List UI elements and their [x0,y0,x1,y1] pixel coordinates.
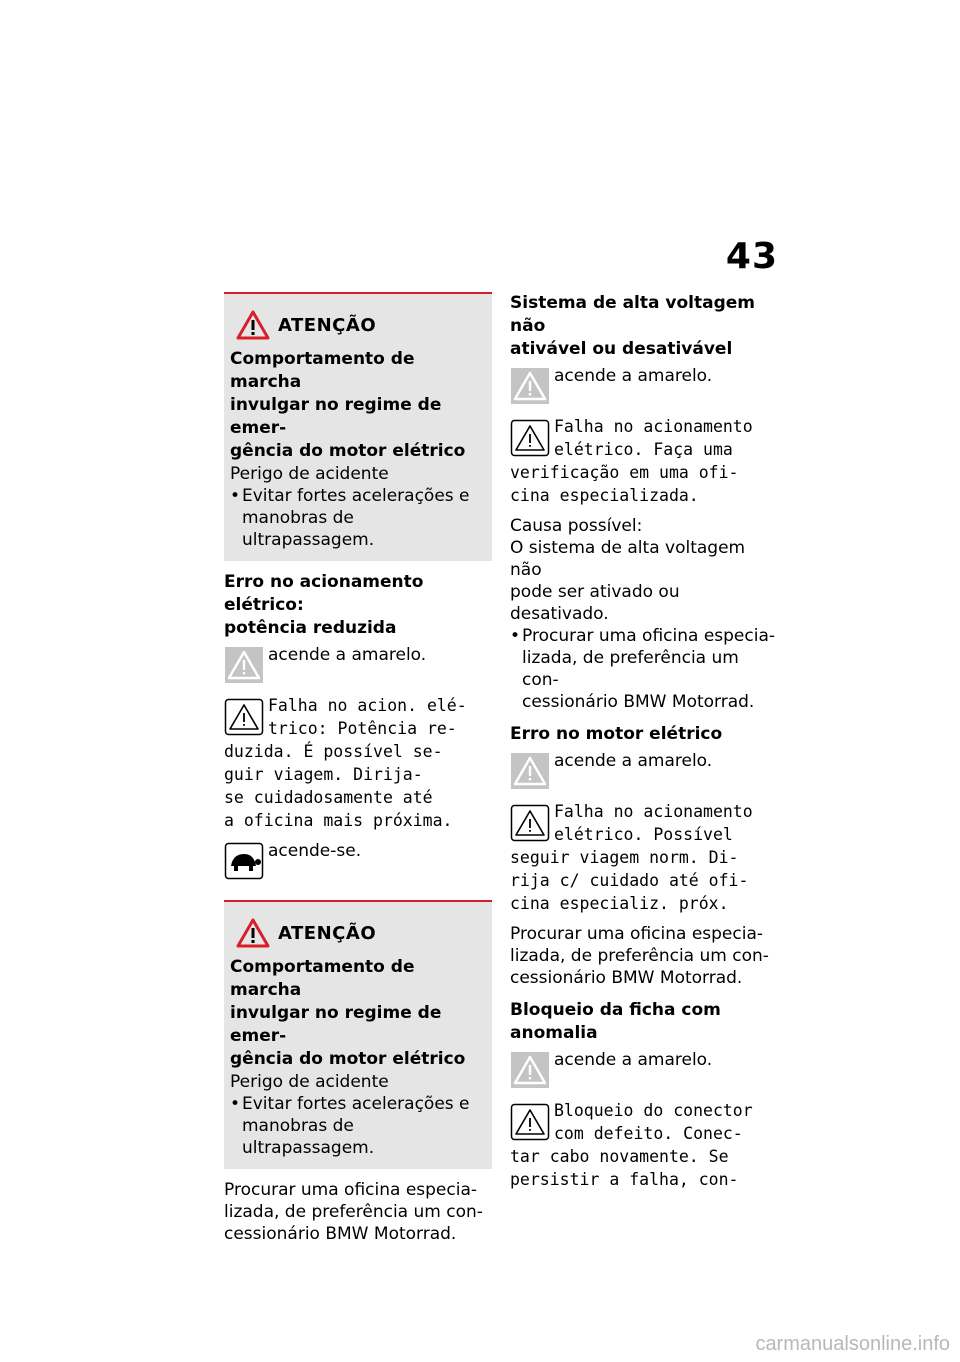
display-message [224,694,492,832]
display-line: verificação em uma ofi- [510,463,739,482]
general-warning-light-icon [224,646,264,684]
bullet-text [242,485,486,551]
display-message [510,1099,778,1191]
footer-watermark[interactable]: carmanualsonline.info [755,1333,950,1355]
display-line: a oficina mais próxima. [224,811,453,830]
bullet-text [242,1093,486,1159]
display-line: Falha no acionamento [554,417,753,436]
bullet-line: Procurar uma oficina especia- [522,626,776,646]
warning-danger-text: Perigo de acidente [230,464,389,484]
text-line: Procurar uma oficina especia- [510,924,764,944]
display-line: duzida. É possível se- [224,742,443,761]
bullet-line: lizada, de preferência um con- [522,648,739,690]
warning-triangle-icon [236,310,270,340]
heading-line: potência reduzida [224,618,397,638]
warning-danger-text: Perigo de acidente [230,1072,389,1092]
bullet-line: manobras de ultrapassagem. [242,508,375,550]
display-text [224,694,492,832]
text-line: lizada, de preferência um con- [510,946,769,966]
section-heading: Erro no motor elétrico [510,724,723,744]
left-column [224,292,492,1245]
display-line: cina especializ. próx. [510,894,729,913]
indicator-row [510,1049,778,1091]
display-line: cina especializada. [510,486,699,505]
general-warning-light-icon [510,752,550,790]
display-line: se cuidadosamente até [224,788,433,807]
display-text [510,1099,778,1191]
heading-line: ativável ou desativável [510,339,733,359]
indicator-text: acende a amarelo. [268,645,427,665]
display-line: trico: Potência re- [268,719,457,738]
warning-display-icon [510,804,550,842]
indicator-row [510,365,778,407]
warning-box [224,900,492,1169]
display-line: persistir a falha, con- [510,1170,739,1189]
display-line: Falha no acion. elé- [268,696,467,715]
warning-subject-line: Comportamento de marcha [230,957,415,1000]
section-heading [510,999,778,1045]
warning-box [224,292,492,561]
display-line: seguir viagem norm. Di- [510,848,739,867]
warning-display-icon [224,698,264,736]
turtle-icon [224,842,264,880]
indicator-row [224,644,492,686]
instruction-text [224,1179,492,1245]
display-text [510,800,778,915]
warning-title: ATENÇÃO [278,314,377,336]
warning-header [230,310,486,340]
bullet-line: Evitar fortes acelerações e [242,1094,470,1114]
warning-title: ATENÇÃO [278,922,377,944]
warning-display-icon [510,419,550,457]
warning-subject-line: invulgar no regime de emer- [230,1003,442,1046]
indicator-text: acende a amarelo. [554,1050,713,1070]
text-line: lizada, de preferência um con- [224,1202,483,1222]
heading-line: Sistema de alta voltagem não [510,293,755,336]
heading-line: Erro no acionamento elétrico: [224,572,424,615]
heading-line: Bloqueio da ficha com [510,1000,721,1020]
display-message [510,800,778,915]
warning-subject-line: Comportamento de marcha [230,349,415,392]
warning-subject-line: invulgar no regime de emer- [230,395,442,438]
warning-bullet [230,485,486,551]
cause-label: Causa possível: [510,516,643,536]
display-line: elétrico. Faça uma [554,440,733,459]
text-line: pode ser ativado ou desativado. [510,582,680,624]
indicator-row [224,840,492,882]
page-number: 43 [725,236,778,277]
bullet-text [522,625,778,713]
heading-line: anomalia [510,1023,598,1043]
indicator-text: acende-se. [268,841,362,861]
cause-text [510,537,778,625]
indicator-row [510,750,778,792]
display-text [510,415,778,507]
general-warning-light-icon [510,367,550,405]
text-line: Procurar uma oficina especia- [224,1180,478,1200]
warning-bullet [230,1093,486,1159]
display-line: elétrico. Possível [554,825,733,844]
display-message [510,415,778,507]
indicator-text: acende a amarelo. [554,366,713,386]
indicator-text: acende a amarelo. [554,751,713,771]
display-line: guir viagem. Dirija- [224,765,423,784]
right-column [510,292,778,1199]
section-heading [224,571,492,640]
bullet-dot: • [510,626,521,646]
text-line: cessionário BMW Motorrad. [224,1224,457,1244]
display-line: rija c/ cuidado até ofi- [510,871,749,890]
general-warning-light-icon [510,1051,550,1089]
warning-subject-line: gência do motor elétrico [230,441,466,461]
text-line: O sistema de alta voltagem não [510,538,746,580]
display-line: tar cabo novamente. Se [510,1147,729,1166]
warning-display-icon [510,1103,550,1141]
warning-header [230,918,486,948]
display-line: com defeito. Conec- [554,1124,743,1143]
action-bullet [510,625,778,713]
bullet-line: Evitar fortes acelerações e [242,486,470,506]
warning-triangle-icon [236,918,270,948]
display-line: Bloqueio do conector [554,1101,753,1120]
bullet-dot: • [230,1094,241,1114]
instruction-text [510,923,778,989]
warning-subject-line: gência do motor elétrico [230,1049,466,1069]
section-heading [510,292,778,361]
bullet-dot: • [230,486,241,506]
bullet-line: cessionário BMW Motorrad. [522,692,755,712]
display-line: Falha no acionamento [554,802,753,821]
text-line: cessionário BMW Motorrad. [510,968,743,988]
bullet-line: manobras de ultrapassagem. [242,1116,375,1158]
